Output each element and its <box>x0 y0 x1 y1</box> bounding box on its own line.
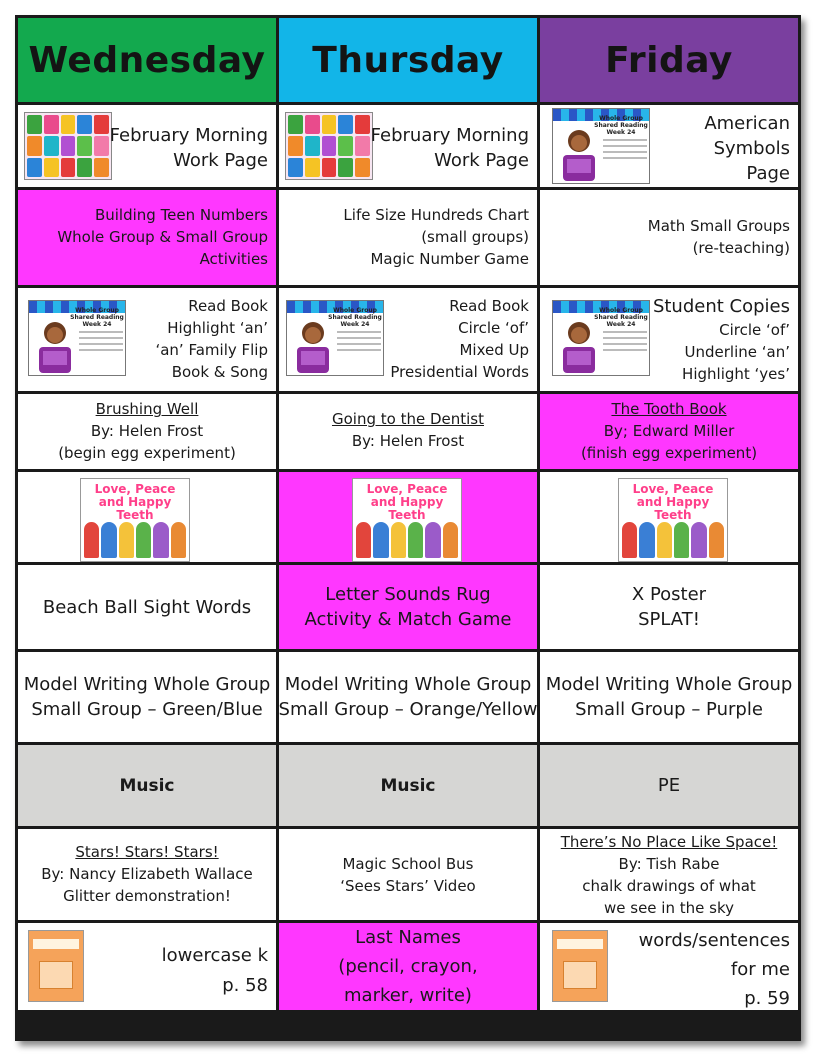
happy-teeth-thumbnail-title: Love, Peace and Happy Teeth <box>366 482 448 522</box>
morning-work-thursday <box>279 105 537 187</box>
shared-reading-thursday <box>279 288 537 391</box>
read-aloud-wednesday <box>18 394 276 469</box>
happy-teeth-thumbnail-title: Love, Peace and Happy Teeth <box>632 482 714 522</box>
header-friday-label: Friday <box>605 39 733 81</box>
book-title: Going to the Dentist <box>331 410 484 428</box>
handwriting-line-1: lowercase k <box>161 945 268 966</box>
read-aloud-friday <box>540 394 798 469</box>
science-line-2: ‘Sees Stars’ Video <box>340 876 476 895</box>
reading-line-4: Highlight ‘yes’ <box>682 365 790 383</box>
phonics-line-2: SPLAT! <box>638 609 700 630</box>
science-line-2: chalk drawings of what <box>582 877 756 895</box>
morning-work-thumbnail <box>285 112 373 180</box>
writing-line-1: Model Writing Whole Group <box>545 674 793 695</box>
science-friday <box>540 829 798 920</box>
header-thursday <box>279 18 537 102</box>
science-title: Stars! Stars! Stars! <box>75 843 219 861</box>
specials-label: Music <box>119 775 175 796</box>
morning-work-line-2: Work Page <box>173 150 268 171</box>
morning-work-wednesday <box>18 105 276 187</box>
lesson-plan-grid <box>18 18 798 1038</box>
phonics-line-2: Activity & Match Game <box>304 609 512 630</box>
phonics-line-1: Letter Sounds Rug <box>325 584 491 605</box>
book-title: Brushing Well <box>95 400 199 418</box>
phonics-line-1: Beach Ball Sight Words <box>42 596 252 618</box>
math-line-1: Life Size Hundreds Chart <box>343 206 529 224</box>
science-thursday <box>279 829 537 920</box>
writing-thursday <box>279 652 537 742</box>
dental-unit-friday <box>540 472 798 562</box>
specials-label: PE <box>657 775 681 796</box>
math-friday <box>540 190 798 285</box>
shared-reading-thumbnail-title: Whole Group Shared Reading Week 24 <box>594 307 648 328</box>
reading-line-1: Student Copies <box>652 296 790 317</box>
math-line-2: (re-teaching) <box>692 239 790 257</box>
shared-reading-thumbnail-title: Whole Group Shared Reading Week 24 <box>594 115 648 136</box>
specials-wednesday <box>18 745 276 826</box>
handwriting-line-2: p. 58 <box>222 975 268 996</box>
science-line-2: Glitter demonstration! <box>63 887 231 905</box>
morning-work-thumbnail <box>24 112 112 180</box>
handwriting-friday <box>540 923 798 1010</box>
writing-line-1: Model Writing Whole Group <box>23 674 271 695</box>
book-title: The Tooth Book <box>611 400 727 418</box>
morning-work-line-1: February Morning <box>370 125 529 146</box>
shared-reading-thumbnail <box>286 300 384 376</box>
shared-reading-friday <box>540 288 798 391</box>
reading-line-3: Underline ‘an’ <box>684 343 790 361</box>
symbols-line-2: Symbols <box>713 138 790 159</box>
math-wednesday <box>18 190 276 285</box>
science-line-1: By: Tish Rabe <box>618 855 720 873</box>
dental-unit-wednesday <box>18 472 276 562</box>
math-line-3: Magic Number Game <box>370 250 529 268</box>
writing-wednesday <box>18 652 276 742</box>
writing-line-1: Model Writing Whole Group <box>284 674 532 695</box>
book-author: By: Helen Frost <box>351 432 465 450</box>
phonics-wednesday <box>18 565 276 649</box>
shared-reading-thumbnail <box>552 108 650 184</box>
header-wednesday <box>18 18 276 102</box>
handwriting-line-1: Last Names <box>355 927 461 948</box>
header-friday <box>540 18 798 102</box>
math-line-3: Activities <box>199 250 268 268</box>
handwriting-line-2: (pencil, crayon, <box>338 956 478 977</box>
symbols-line-3: Page <box>746 163 790 184</box>
morning-work-line-2: Work Page <box>434 150 529 171</box>
reading-line-4: Book & Song <box>171 363 268 381</box>
header-thursday-label: Thursday <box>312 39 504 81</box>
math-line-1: Math Small Groups <box>647 217 790 235</box>
workbook-thumbnail <box>552 930 608 1002</box>
child-reading-icon <box>293 319 333 375</box>
shared-reading-wednesday <box>18 288 276 391</box>
math-thursday <box>279 190 537 285</box>
happy-teeth-thumbnail <box>618 478 728 562</box>
symbols-line-1: American <box>704 113 790 134</box>
shared-reading-thumbnail-title: Whole Group Shared Reading Week 24 <box>70 307 124 328</box>
header-wednesday-label: Wednesday <box>28 39 266 81</box>
happy-teeth-thumbnail <box>80 478 190 562</box>
read-aloud-thursday <box>279 394 537 469</box>
book-author: By: Helen Frost <box>90 422 204 440</box>
handwriting-line-3: p. 59 <box>744 988 790 1009</box>
reading-line-3: Mixed Up <box>459 341 529 359</box>
reading-line-2: Circle ‘of’ <box>719 321 790 339</box>
handwriting-line-1: words/sentences <box>638 930 790 951</box>
shared-reading-thumbnail-title: Whole Group Shared Reading Week 24 <box>328 307 382 328</box>
science-line-1: By: Nancy Elizabeth Wallace <box>41 865 253 883</box>
math-line-2: Whole Group & Small Group <box>57 228 268 246</box>
book-note: (finish egg experiment) <box>580 444 758 462</box>
happy-teeth-thumbnail <box>352 478 462 562</box>
math-line-1: Building Teen Numbers <box>94 206 268 224</box>
science-title: There’s No Place Like Space! <box>560 833 778 851</box>
specials-label: Music <box>380 775 436 796</box>
writing-line-2: Small Group – Green/Blue <box>31 699 263 720</box>
science-line-3: we see in the sky <box>604 899 734 917</box>
child-reading-icon <box>559 127 599 183</box>
workbook-thumbnail <box>28 930 84 1002</box>
child-reading-icon <box>35 319 75 375</box>
morning-work-line-1: February Morning <box>109 125 268 146</box>
specials-thursday <box>279 745 537 826</box>
book-author: By; Edward Miller <box>603 422 735 440</box>
writing-line-2: Small Group – Purple <box>575 699 763 720</box>
writing-line-2: Small Group – Orange/Yellow <box>279 699 537 720</box>
dental-unit-thursday <box>279 472 537 562</box>
reading-line-4: Presidential Words <box>390 363 529 381</box>
happy-teeth-thumbnail-title: Love, Peace and Happy Teeth <box>94 482 176 522</box>
reading-line-3: ‘an’ Family Flip <box>155 341 268 359</box>
child-reading-icon <box>559 319 599 375</box>
handwriting-line-2: for me <box>730 959 790 980</box>
phonics-friday <box>540 565 798 649</box>
reading-line-2: Highlight ‘an’ <box>167 319 268 337</box>
book-note: (begin egg experiment) <box>58 444 236 462</box>
science-line-1: Magic School Bus <box>342 854 474 873</box>
shared-reading-thumbnail <box>552 300 650 376</box>
morning-work-friday <box>540 105 798 187</box>
math-line-2: (small groups) <box>421 228 529 246</box>
specials-friday <box>540 745 798 826</box>
science-wednesday <box>18 829 276 920</box>
handwriting-thursday <box>279 923 537 1010</box>
shared-reading-thumbnail <box>28 300 126 376</box>
reading-line-2: Circle ‘of’ <box>458 319 529 337</box>
reading-line-1: Read Book <box>188 297 268 315</box>
handwriting-wednesday <box>18 923 276 1010</box>
handwriting-line-3: marker, write) <box>344 985 472 1006</box>
writing-friday <box>540 652 798 742</box>
reading-line-1: Read Book <box>449 297 529 315</box>
phonics-thursday <box>279 565 537 649</box>
phonics-line-1: X Poster <box>631 584 707 605</box>
